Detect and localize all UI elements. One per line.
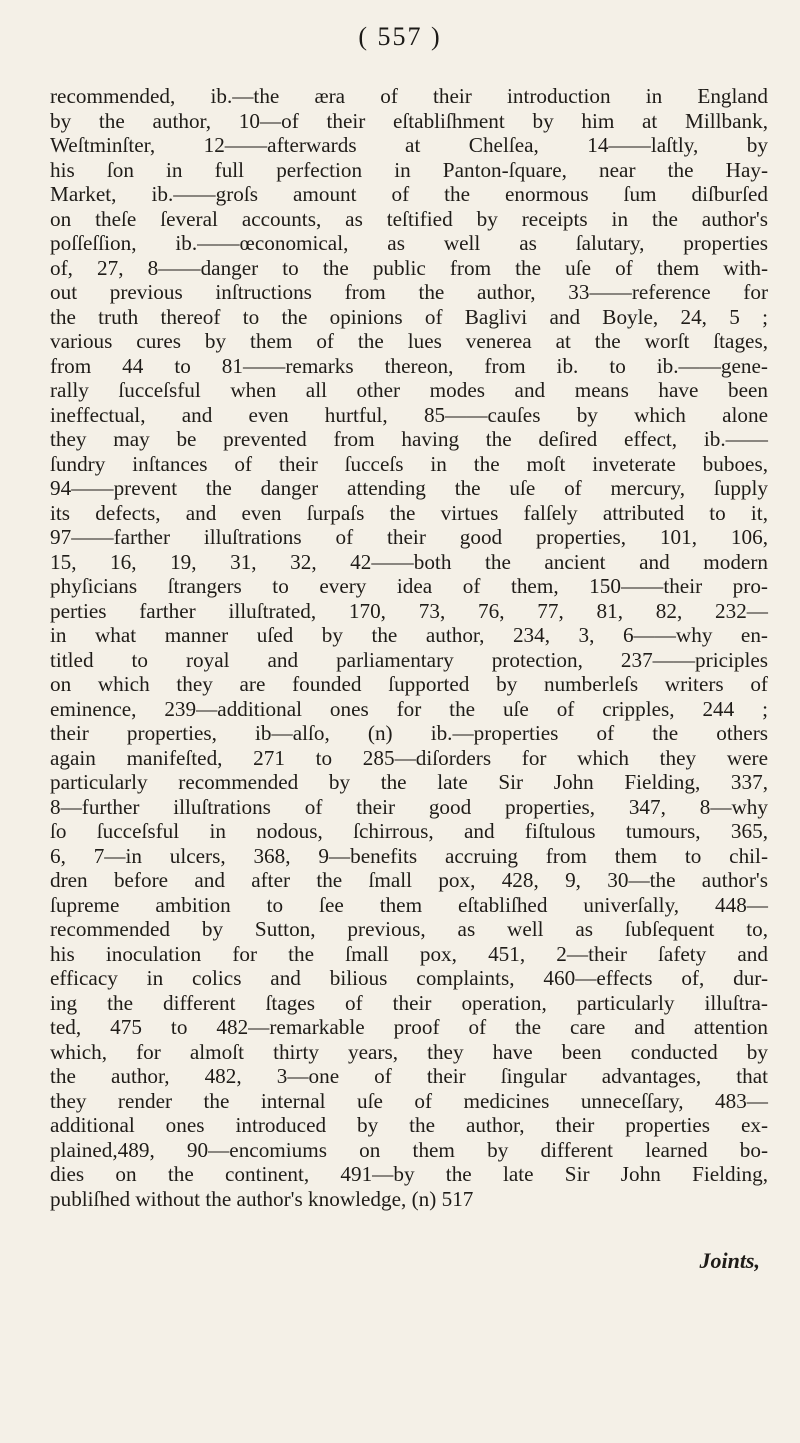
text-line: ſundry inſtances of their ſucceſs in the moſt inveterate buboes, xyxy=(50,451,768,476)
text-line: 15, 16, 19, 31, 32, 42——both the ancient and modern xyxy=(50,549,768,574)
text-line: additional ones introduced by the author, their properties ex- xyxy=(50,1113,768,1137)
text-line: 8—further illuſtrations of their good properties, 347, 8—why xyxy=(50,794,768,819)
text-line: publiſhed without the author's knowledge, (n) 517 xyxy=(50,1186,474,1211)
text-line: again manifeſted, 271 to 285—diſorders for which they were xyxy=(50,745,768,770)
text-line: phyſicians ſtrangers to every idea of them, 150——their pro- xyxy=(50,574,768,598)
text-line: 97——farther illuſtrations of their good properties, 101, 106, xyxy=(50,525,768,549)
text-line: of, 27, 8——danger to the public from the uſe of them with- xyxy=(50,255,768,280)
text-line: plained,489, 90—encomiums on them by different learned bo- xyxy=(50,1137,768,1162)
text-line: ted, 475 to 482—remarkable proof of the care and attention xyxy=(50,1015,768,1039)
text-line: dies on the continent, 491—by the late Sir John Fielding, xyxy=(50,1162,768,1186)
text-line: in what manner uſed by the author, 234, 3, 6——why en- xyxy=(50,623,768,647)
text-line: ineffectual, and even hurtful, 85——cauſes by which alone xyxy=(50,402,768,427)
text-line: eminence, 239—additional ones for the uſe of cripples, 244 ; xyxy=(50,696,768,721)
text-line: titled to royal and parliamentary protection, 237——priciples xyxy=(50,647,768,672)
text-line: 94——prevent the danger attending the uſe of mercury, ſupply xyxy=(50,476,768,500)
text-line: poſſeſſion, ib.——œconomical, as well as ſalutary, properties xyxy=(50,231,768,255)
page-number: ( 557 ) xyxy=(358,22,442,51)
text-line: on theſe ſeveral accounts, as teſtified by receipts in the author's xyxy=(50,206,768,231)
text-line: perties farther illuſtrated, 170, 73, 76, 77, 81, 82, 232— xyxy=(50,598,768,623)
text-line: Market, ib.——groſs amount of the enormous ſum diſburſed xyxy=(50,182,768,206)
text-line: recommended, ib.—the æra of their introduction in England xyxy=(50,84,768,108)
text-line: they render the internal uſe of medicines unneceſſary, 483— xyxy=(50,1088,768,1113)
text-line: the author, 482, 3—one of their ſingular advantages, that xyxy=(50,1064,768,1088)
text-line: his inoculation for the ſmall pox, 451, 2—their ſafety and xyxy=(50,941,768,966)
text-line: they may be prevented from having the deſired effect, ib.—— xyxy=(50,427,768,451)
text-line: recommended by Sutton, previous, as well as ſubſequent to, xyxy=(50,917,768,941)
text-line: the truth thereof to the opinions of Baglivi and Boyle, 24, 5 ; xyxy=(50,304,768,329)
text-line: its defects, and even ſurpaſs the virtues falſely attributed to it, xyxy=(50,500,768,525)
text-line: various cures by them of the lues venerea at the worſt ſtages, xyxy=(50,329,768,353)
text-line: rally ſucceſsful when all other modes and means have been xyxy=(50,378,768,402)
text-line: their properties, ib—alſo, (n) ib.—properties of the others xyxy=(50,721,768,745)
text-line: ſupreme ambition to ſee them eſtabliſhed univerſally, 448— xyxy=(50,892,768,917)
text-line: which, for almoſt thirty years, they have been conducted by xyxy=(50,1039,768,1064)
text-line: out previous inſtructions from the author, 33——reference for xyxy=(50,280,768,304)
text-line: his ſon in full perfection in Panton-ſquare, near the Hay- xyxy=(50,157,768,182)
text-line: ing the different ſtages of their operation, particularly illuſtra- xyxy=(50,990,768,1015)
text-line: efficacy in colics and bilious complaints, 460—effects of, dur- xyxy=(50,966,768,990)
text-line: ſo ſucceſsful in nodous, ſchirrous, and fiſtulous tumours, 365, xyxy=(50,819,768,843)
text-line: 6, 7—in ulcers, 368, 9—benefits accruing from them to chil- xyxy=(50,843,768,868)
text-line: particularly recommended by the late Sir John Fielding, 337, xyxy=(50,770,768,794)
text-line: from 44 to 81——remarks thereon, from ib. to ib.——gene- xyxy=(50,353,768,378)
index-entry-text xyxy=(50,84,768,1211)
text-line: on which they are founded ſupported by numberleſs writers of xyxy=(50,672,768,696)
catchword: Joints, xyxy=(699,1248,760,1273)
text-line: dren before and after the ſmall pox, 428, 9, 30—the author's xyxy=(50,868,768,892)
text-line: by the author, 10—of their eſtabliſhment by him at Millbank, xyxy=(50,108,768,133)
text-line: Weſtminſter, 12——afterwards at Chelſea, 14——laſtly, by xyxy=(50,133,768,157)
